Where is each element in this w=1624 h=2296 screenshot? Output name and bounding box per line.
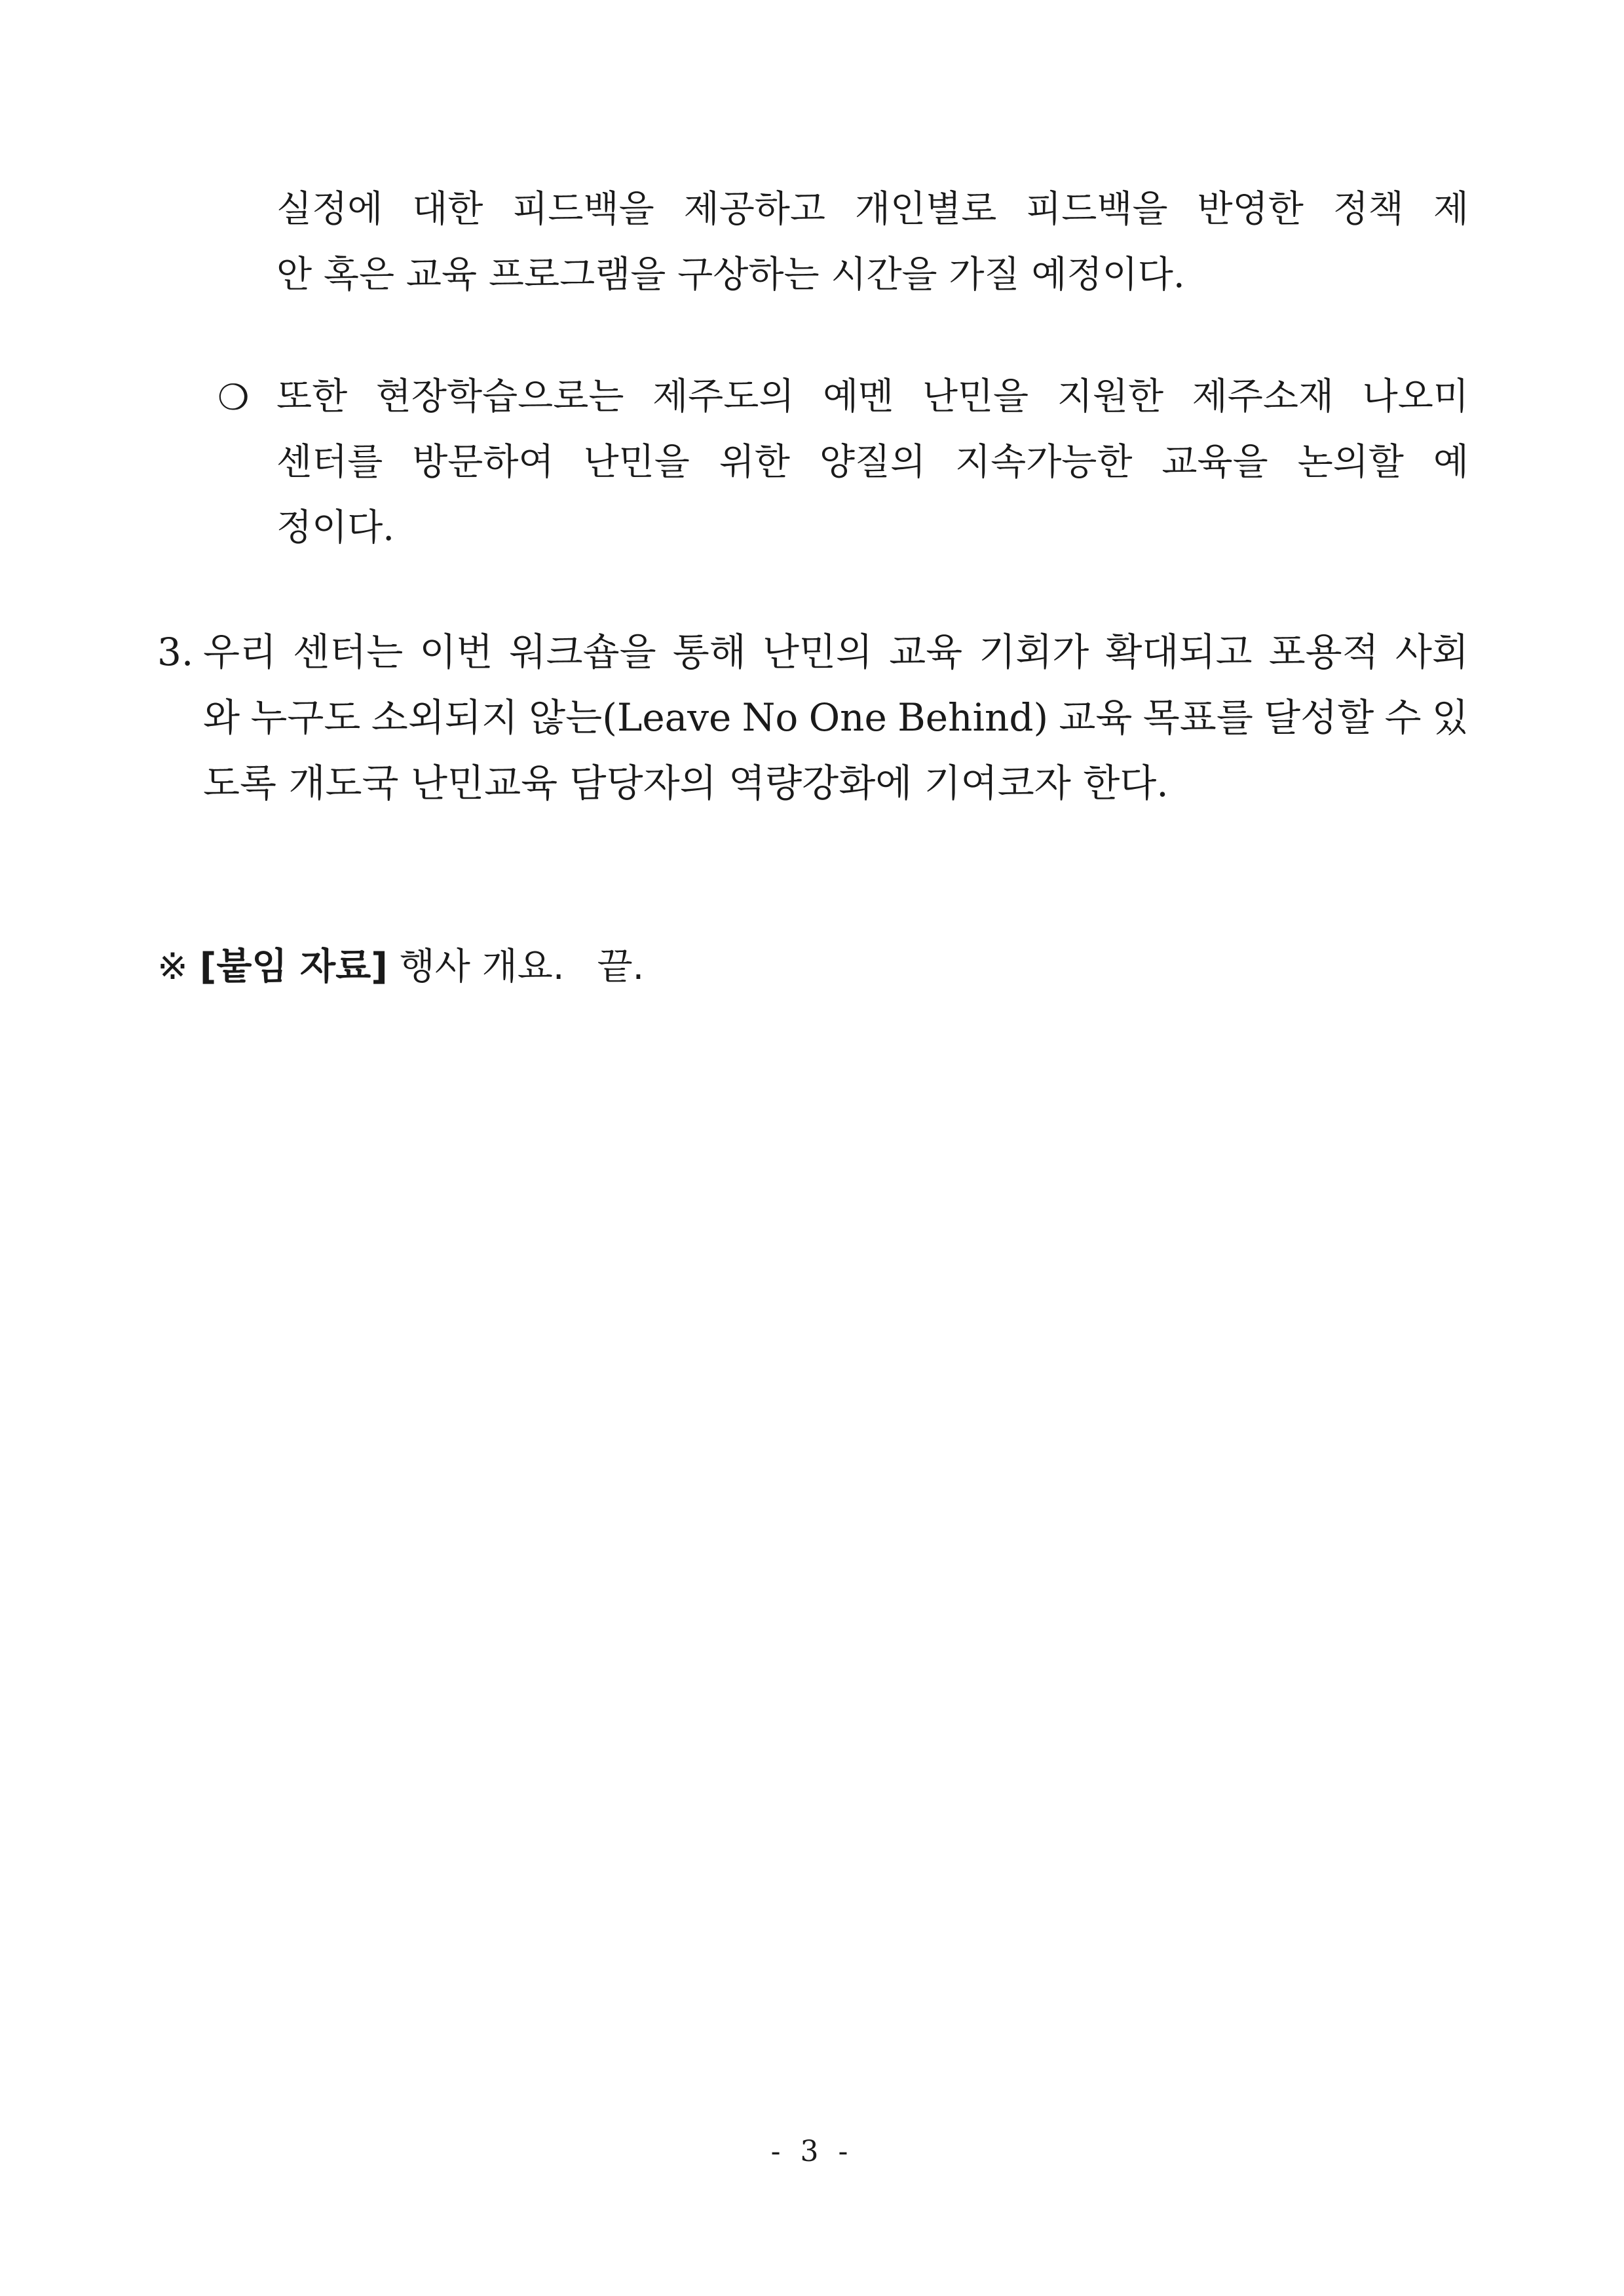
word: 사회 [1395,630,1469,674]
word: 있 [1431,695,1469,740]
circle-bullet-icon: ❍ [217,377,250,418]
word: 확대되고 [1105,630,1253,674]
reference-mark-icon: ※ [157,946,188,988]
word: 대한 [412,188,483,231]
word: No [742,695,799,740]
word: 논의할 [1297,441,1404,484]
word: 정책 [1332,188,1404,231]
word: 수 [1384,695,1422,740]
word: 양질의 [819,441,926,484]
attachment-note [157,946,645,988]
bullet-paragraph-line-1 [276,375,1469,418]
word: 난민을 [922,375,1029,418]
word: 제주소재 [1192,375,1334,418]
end-mark: 끝. [597,946,645,988]
word: 통해 [672,630,746,674]
word: 또한 [276,375,348,418]
word: 난민을 [583,441,690,484]
word: 교육을 [1161,441,1268,484]
word: 난민의 [762,630,873,674]
numbered-paragraph-line-1 [203,630,1469,674]
word: 예 [1433,441,1469,484]
paragraph-continued-line-2: 안 혹은 교육 프로그램을 구상하는 시간을 가질 예정이다. [276,254,1185,296]
word: 지원한 [1057,375,1164,418]
page-number: - 3 - [770,2135,854,2168]
word: 누구도 [250,695,361,740]
word: 소외되지 [371,695,518,740]
word: 개인별로 [854,188,997,231]
attachment-reference: [붙임 자료] [199,946,388,988]
word: 제 [1433,188,1469,231]
word: 와 [203,695,240,740]
paragraph-number: 3. [157,630,194,674]
word: Behind) [897,695,1049,740]
word: 나오미 [1362,375,1469,418]
word: 기회가 [979,630,1089,674]
word: 지속가능한 [955,441,1133,484]
word: 예멘 [823,375,894,418]
word: 제공하고 [683,188,825,231]
word: 이번 [419,630,493,674]
word: 현장학습으로는 [375,375,624,418]
word: 달성할 [1264,695,1374,740]
word: 않는(Leave [529,695,732,740]
word: 목표를 [1142,695,1253,740]
word: 센터는 [293,630,404,674]
word: 피드백을 [1026,188,1168,231]
word: 포용적 [1268,630,1379,674]
bullet-paragraph-line-2 [276,441,1469,484]
numbered-paragraph-line-3: 도록 개도국 난민교육 담당자의 역량강화에 기여코자 한다. [203,761,1169,805]
word: 센터를 [276,441,383,484]
word: One [808,695,887,740]
word: 피드백을 [512,188,654,231]
word: 교육 [889,630,963,674]
numbered-paragraph-line-2 [203,695,1469,740]
word: 위한 [719,441,790,484]
word: 방문하여 [412,441,554,484]
bullet-paragraph-line-3: 정이다. [276,507,395,549]
word: 교육 [1059,695,1133,740]
paragraph-continued-line-1 [276,188,1469,231]
word: 우리 [203,630,277,674]
attachment-text: 행사 개요. [399,946,565,988]
word: 반영한 [1197,188,1304,231]
word: 워크숍을 [509,630,656,674]
word: 제주도의 [652,375,795,418]
word: 실정에 [276,188,383,231]
